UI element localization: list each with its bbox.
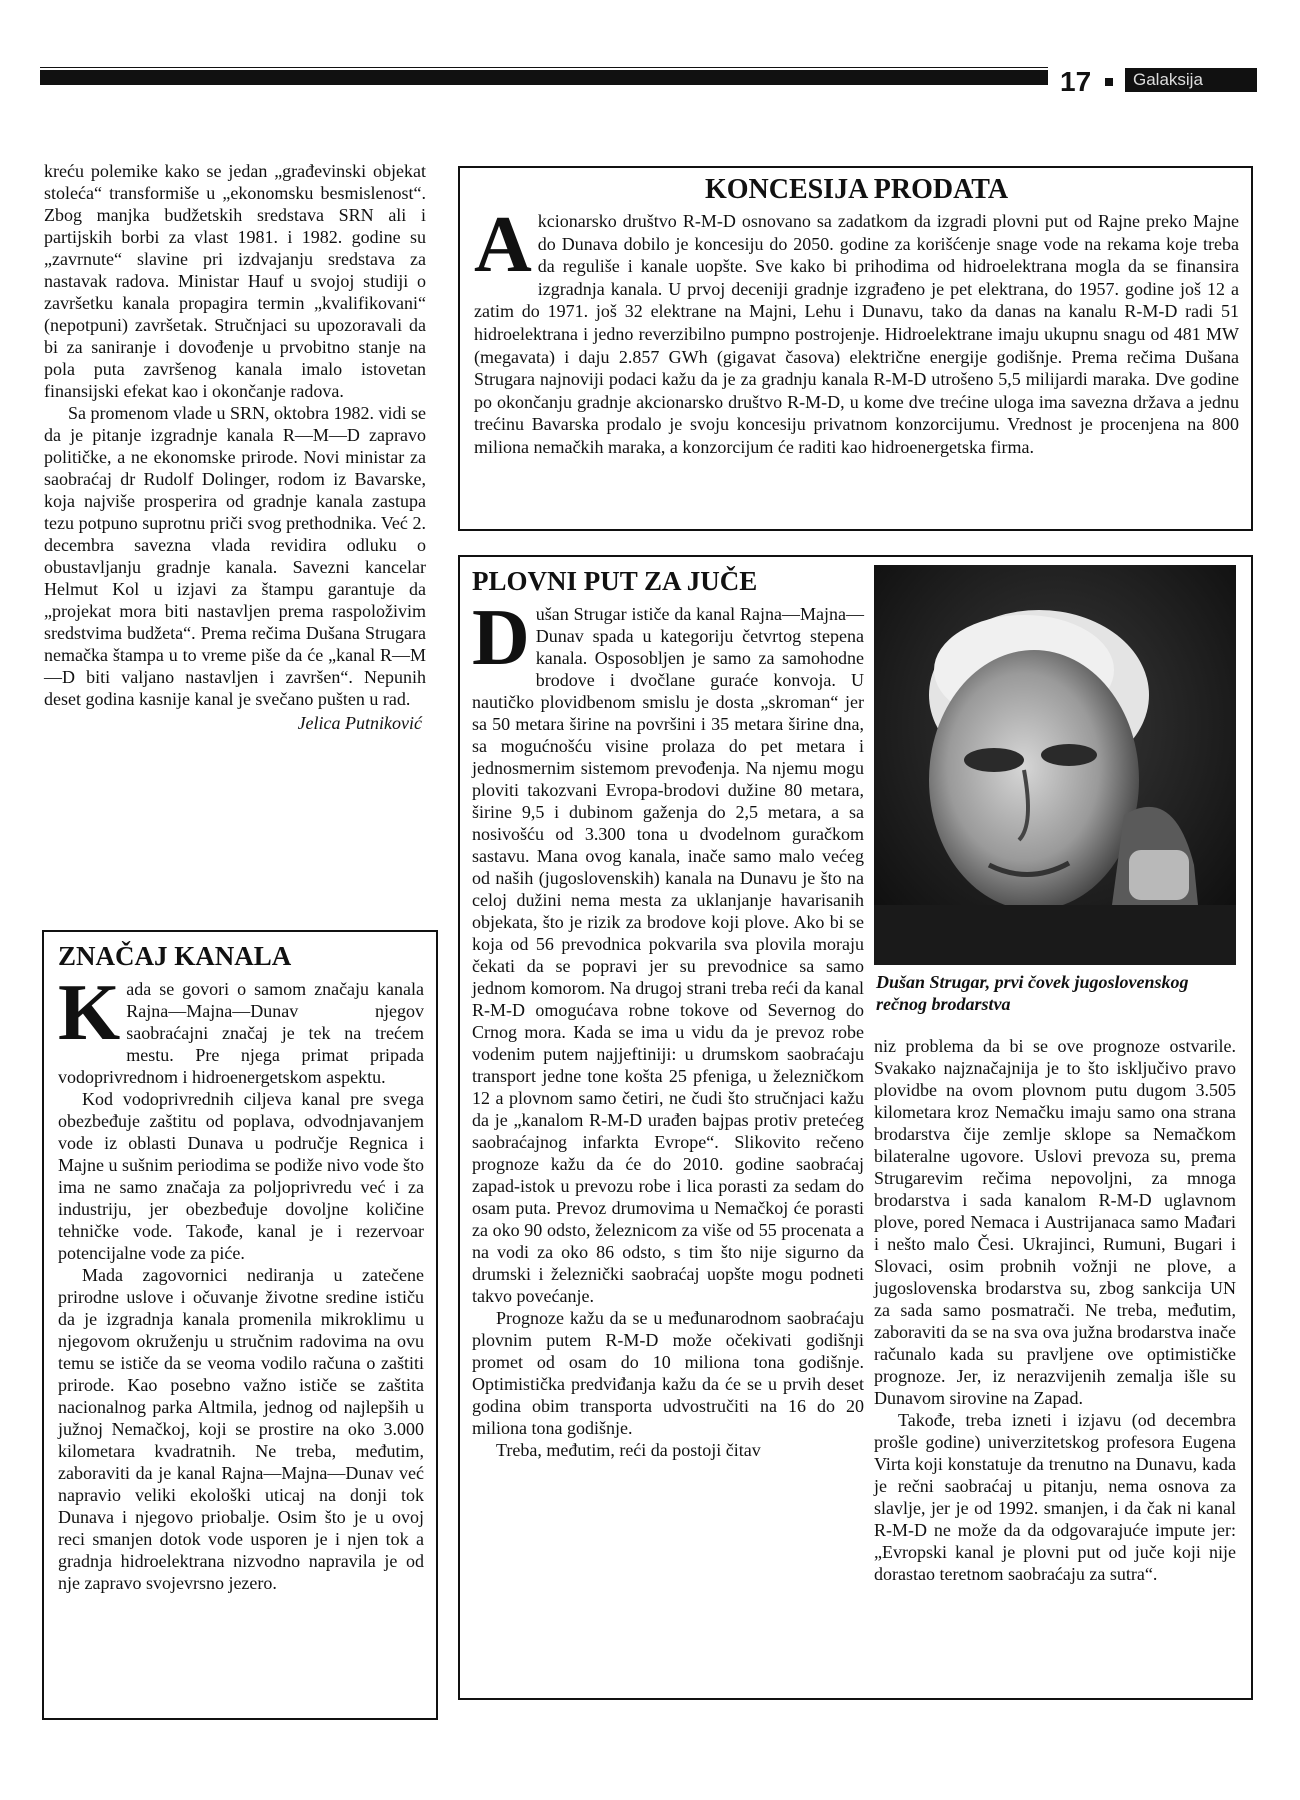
magazine-name-badge: Galaksija	[1125, 68, 1257, 92]
box-title: ZNAČAJ KANALA	[58, 941, 292, 971]
drop-cap: K	[58, 969, 121, 1057]
feature-paragraph: niz problema da bi se ove prognoze ostvarile. Svakako najznačajnija je to što isključivo pravo plovidbe na ovom plovnom putu dugom 3.505 kilometara kroz Nemačku imaju samo ona strana brodarstva čije zemlje sklope sa Nemačkom bilateralne ugovore. Uslovi prevoza su, prema Strugarevim rečima nepovoljni, za mnoga brodarstva i sada kanalom R-M-D uglavnom plove, pored Nemaca i Austrijanaca samo Mađari i nešto malo Česi. Ukrajinci, Rumuni, Bugari i Slovaci, osim probnih vožnji ne plove, a jugoslovenska brodarstva su, zbog sankcija UN za sada samo posmatrači. Ne treba, međutim, zaboraviti da se na sva ova južna brodarstva inače računalo kada su pravljene ove optimističke prognoze. Jer, iz nerazvijenih zemalja išle su Dunavom sirovine na Zapad.	[874, 1036, 1236, 1408]
sidebar-box-koncesija	[458, 166, 1253, 531]
box-first-paragraph	[58, 969, 424, 1088]
feature-box-plovni	[458, 555, 1253, 1700]
feature-paragraph: Prognoze kažu da se u međunarodnom saobraćaju plovnim putem R-M-D može očekivati godišnji promet od osam do 10 miliona tona godišnje. Optimistička predviđanja kažu da će se u prvih deset godina obim transporta udvostručiti na 16 do 20 miliona tona godišnje.	[472, 1308, 864, 1438]
box-paragraph: Mada zagovornici nediranja u zatečene prirodne uslove i očuvanje životne sredine ističu da je izgradnja kanala promenila mikroklimu u njegovom okruženju u stručnim radovima na ovu temu se ističe da se veoma vodilo računa o zaštiti prirode. Kao posebno važno ističe se zaštita nacionalnog parka Altmila, jednog od najlepših u južnoj Nemačkoj, koji se prostire na oko 3.000 kilometara kvadratnih. Ne treba, međutim, zaboraviti da je kanal Rajna—Majna—Dunav već napravio veliki ekološki uticaj na donji tok Dunava i njegovo priobalje. Osim što je u ovoj reci smanjen dotok vode usporen je i njen tok a gradnja hidroelektrana nizvodno napravila je od nje zapravo svojevrsno jezero.	[58, 1265, 424, 1593]
box-body	[58, 969, 424, 1594]
portrait-illustration	[874, 565, 1236, 965]
box-first-paragraph-text: ada se govori o samom značaju kanala Rajna—Majna—Dunav njegov saobraćajni značaj je tek na trećem mestu. Pre njega primat pripada vodoprivrednom i hidroenergetskom aspektu.	[58, 979, 424, 1087]
drop-cap: A	[474, 201, 532, 289]
box-paragraph-text: kcionarsko društvo R-M-D osnovano sa zadatkom da izgradi plovni put od Rajne preko Majne do Dunava dobilo je koncesiju do 2050. godine za korišćenje snage vode na rekama koje treba da reguliše i kanale uopšte. Sve kako bi prihodima od hidroelektrana mogla da se finansira izgradnja kanala. U prvoj deceniji gradnje izgrađeno je pet elektrana, do 1957. godine još 12 a zatim do 1971. još 32 elektrane na Majni, Lehu i Dunavu, tako da danas na kanalu R-M-D radi 51 hidroelektrana i jedno reverzibilno pumpno postrojenje. Hidroelektrane imaju ukupnu snagu od 481 MW (megavata) i daju 2.857 GWh (gigavat časova) električne energije godišnje. Prema rečima Dušana Strugara najnoviji podaci kažu da je za gradnju kanala R-M-D utrošeno 5,5 milijardi maraka. Dve godine po okončanju gradnje akcionarsko društvo R-M-D, u kome dve trećine uloga ima savezna država a jednu trećinu Bavarska prodalo je svoju koncesiju privatnom konzorcijumu. Vrednost je procenjena na 800 miliona nemačkih maraka, a konzorcijum će raditi kao hidroenergetska firma.	[474, 211, 1239, 457]
article-paragraph: Sa promenom vlade u SRN, oktobra 1982. vidi se da je pitanje izgradnje kanala R—M—D zapravo političke, a ne ekonomske prirode. Novi ministar za saobraćaj dr Rudolf Dolinger, rodom iz Bavarske, koja najviše prosperira od gradnje kanala zastupa tezu potpuno suprotnu priči svog prethodnika. Već 2. decembra savezna vlada revidira odluku o obustavljanju gradnje kanala. Savezni kancelar Helmut Kol u izjavi za štampu garantuje da „projekat mora biti nastavljen prema raspoloživim sredstvima budžeta“. Prema rečima Dušana Strugara nemačka štampa u to vreme piše da će „kanal R—M—D biti valjano nastavljen i završen“. Nepunih deset godina kasnije kanal je svečano pušten u rad.	[44, 403, 426, 709]
sidebar-box-znacaj	[42, 930, 438, 1720]
feature-left-column	[472, 565, 864, 1461]
portrait-photo	[874, 565, 1236, 965]
feature-paragraph: Takođe, treba izneti i izjavu (od decembra prošle godine) univerzitetskog profesora Eugena Virta koji konstatuje da trenutno na Dunavu, kada je rečni saobraćaj u pitanju, nema osnova za slavlje, jer je od 1992. smanjen, i da čak ni kanal R-M-D ne može da da odgovarajuće impute jer: „Evropski kanal je plovni put od juče koji nije dorastao teretnom saobraćaju za sutra“.	[874, 1410, 1236, 1584]
feature-first-paragraph	[472, 594, 864, 1307]
box-paragraph: Kod vodoprivrednih ciljeva kanal pre svega obezbeđuje zaštitu od poplava, odvodnjavanjem vode iz oblasti Dunava u područje Regnica i Majne u sušnim periodima se podiže nivo vode što ima ne samo značaja za poljoprivredu već i za industriju, jer obezbeđuje dovoljne količine tehničke vode. Takođe, kanal je i rezervoar potencijalne vode za piće.	[58, 1089, 424, 1263]
box-title: PLOVNI PUT ZA JUČE	[472, 566, 758, 596]
article-paragraph: kreću polemike kako se jedan „građevinski objekat stoleća“ transformiše u „ekonomsku besmislenost“. Zbog manjka budžetskih sredstava SRN ali i partijskih borbi za vlast 1981. i 1982. godine su „zavrnute“ slavine pri izdvajanju sredstava za nastavak radova. Ministar Hauf u svojoj studiji o završetku kanala propagira termin „kvalifikovani“ (nepotpuni) završetak. Stručnjaci su upozoravali da bi za saniranje i dovođenje u prvobitno stanje na pola puta završenog kanala imalo istovetan finansijski efekat kao i okončanje radova.	[44, 161, 426, 401]
author-signature: Jelica Putniković	[297, 713, 422, 733]
page-number: 17	[1060, 66, 1092, 97]
box-body	[474, 201, 1239, 459]
photo-caption: Dušan Strugar, prvi čovek jugoslovenskog rečnog brodarstva	[876, 972, 1189, 1014]
box-title: KONCESIJA PRODATA	[704, 174, 1009, 205]
feature-first-paragraph-text: ušan Strugar ističe da kanal Rajna—Majna—Dunav spada u kategoriju četvrtog stepena kanala. Osposobljen je samo za samohodne brodove i dvočlane guraće konvoja. U nautičko plovidbenom smislu je dosta „skroman“ jer sa 50 metara širine na površini i 35 metara širine dna, sa mogućnošću visine prolaza do pet metara i jednosmernim sistemom prevođenja. Na njemu mogu ploviti takozvani Evropa-brodovi dužine 80 metara, širine 9,5 i dubinom gaženja do 2,5 metara, a sa nosivošću od 3.300 tona u dvodelnom guračkom sastavu. Mana ovog kanala, inače samo malo većeg od naših (jugoslovenskih) kanala na Dunavu je što na celoj dužini nema mesta za uklanjanje havarisanih objekata, što je rizik za brodove koji plove. Ako bi se koja od 56 prevodnica pokvarila sva plovila moraju čekati da se popravi jer su prevodnice sa samo jednom komorom. Na drugoj strani treba reći da kanal R-M-D omogućava robne tokove od Severnog do Crnog mora. Kada se ima u vidu da je prevoz robe vodenim putem najjeftiniji: u drumskom saobraćaju transport jedne tone košta 25 pfeniga, u železničkom 12 a plovnom samo četiri, ne čudi što stručnjaci kažu da je „kanalom R-M-D urađen bajpas protiv pretećeg saobraćajnog infarkta Evrope“. Slikovito rečeno prognoze kažu da će do 2010. godine saobraćaj zapad-istok u prevozu robe i lica porasti za sedam do osam puta. Prevoz drumovima u Nemačkoj će porasti za oko 90 odsto, železnicom za više od 55 procenata a na vodi za oko 86 odsto, s tim što nije sigurno da drumski i železnički saobraćaj uopšte mogu podneti takvo povećanje.	[472, 604, 864, 1306]
header-bullet	[1105, 78, 1113, 86]
feature-right-column	[874, 565, 1236, 1585]
box-paragraph	[474, 201, 1239, 459]
header-rule	[40, 70, 1048, 85]
feature-paragraph: Treba, međutim, reći da postoji čitav	[496, 1440, 761, 1460]
drop-cap: D	[472, 594, 530, 682]
left-article	[44, 160, 426, 734]
feature-right-text	[874, 1035, 1236, 1585]
